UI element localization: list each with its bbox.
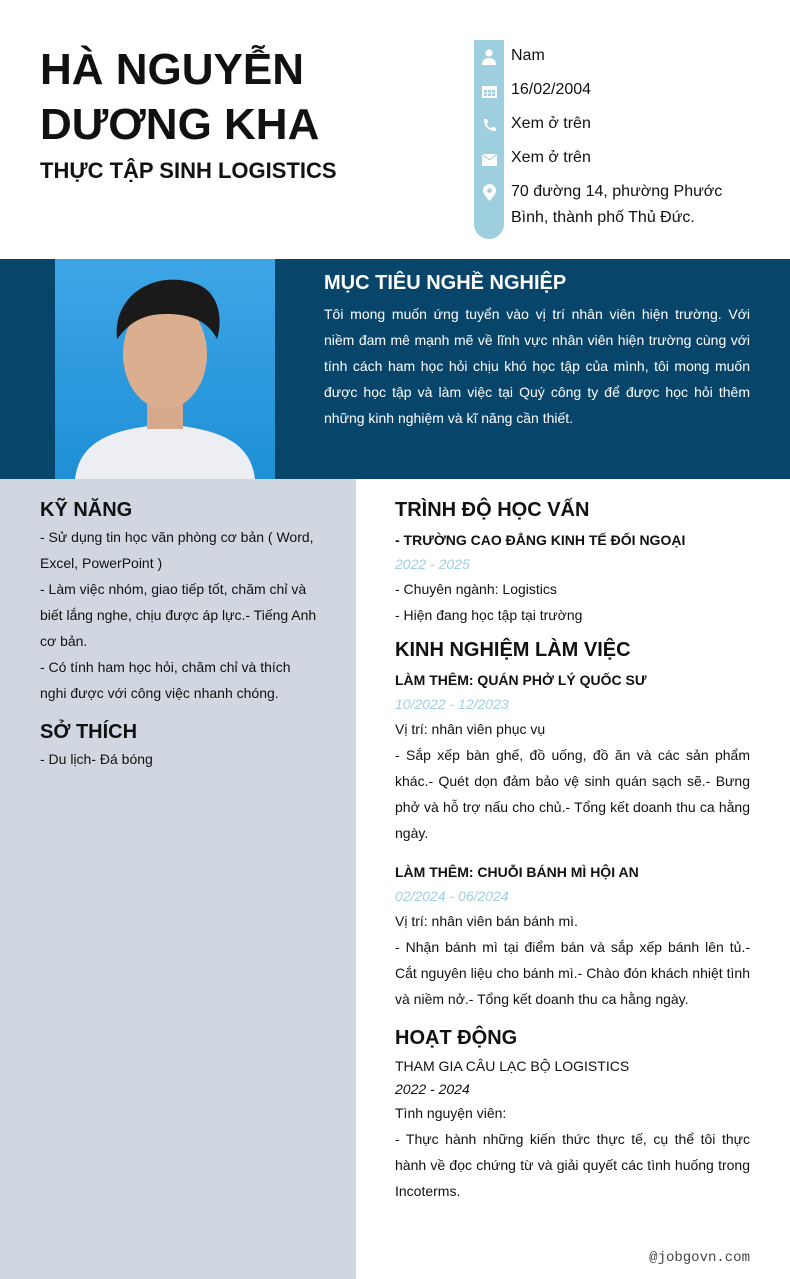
- gender: Nam: [511, 47, 545, 64]
- profile-photo: [55, 259, 275, 479]
- education-title: TRÌNH ĐỘ HỌC VẤN: [395, 499, 590, 521]
- calendar-icon: [481, 83, 497, 99]
- education-line: - Hiện đang học tập tại trường: [395, 607, 583, 623]
- phone: Xem ở trên: [511, 115, 591, 132]
- education-line: - Chuyên ngành: Logistics: [395, 581, 557, 597]
- job-description: - Nhận bánh mì tại điểm bán và sắp xếp bánh lên tủ.- Cắt nguyên liệu cho bánh mì.- Chào đón khách nhiệt tình và niềm nở.- Tổng kết doanh thu ca hằng ngày.: [395, 939, 750, 1007]
- candidate-name: HÀ NGUYỄN DƯƠNG KHA: [40, 45, 320, 149]
- location-icon: [481, 184, 497, 200]
- left-content: [40, 496, 320, 772]
- objective-title: MỤC TIÊU NGHỀ NGHIỆP: [324, 272, 567, 294]
- skill-item: - Làm việc nhóm, giao tiếp tốt, chăm chỉ và biết lắng nghe, chịu được áp lực.- Tiếng Anh cơ bản.: [40, 581, 317, 649]
- job-date: 02/2024 - 06/2024: [395, 888, 509, 904]
- mail-icon: [481, 152, 497, 168]
- hobbies-title: SỞ THÍCH: [40, 721, 138, 743]
- job-role: Vị trí: nhân viên phục vụ: [395, 721, 546, 737]
- job-description: - Sắp xếp bàn ghế, đồ uống, đồ ăn và các sản phẩm khác.- Quét dọn đảm bảo vệ sinh quán sạch sẽ.- Bưng phở và hỗ trợ nấu cho chủ.- Tổng kết doanh thu ca hằng ngày.: [395, 747, 750, 841]
- activity-date: 2022 - 2024: [395, 1081, 470, 1097]
- activities-title: HOẠT ĐỘNG: [395, 1027, 518, 1049]
- skill-item: - Có tính ham học hỏi, chăm chỉ và thích nghi được với công việc nhanh chóng.: [40, 659, 291, 701]
- skills-title: KỸ NĂNG: [40, 499, 133, 521]
- job-title: LÀM THÊM: QUÁN PHỞ LÝ QUỐC SƯ: [395, 672, 647, 688]
- right-content: [395, 496, 750, 1204]
- phone-icon: [481, 117, 497, 133]
- activity-org: THAM GIA CÂU LẠC BỘ LOGISTICS: [395, 1058, 630, 1074]
- skill-item: - Sử dụng tin học văn phòng cơ bản ( Word, Excel, PowerPoint ): [40, 529, 314, 571]
- job-date: 10/2022 - 12/2023: [395, 696, 509, 712]
- birthdate: 16/02/2004: [511, 81, 592, 98]
- contact-rail: [474, 40, 504, 239]
- experience-title: KINH NGHIỆM LÀM VIỆC: [395, 639, 631, 661]
- watermark: @jobgovn.com: [649, 1250, 750, 1266]
- hobbies-text: - Du lịch- Đá bóng: [40, 751, 153, 767]
- activity-description: - Thực hành những kiến thức thực tế, cụ thể tôi thực hành về đọc chứng từ và giải quyết các tình huống trong Incoterms.: [395, 1131, 750, 1199]
- user-icon: [481, 49, 497, 65]
- email: Xem ở trên: [511, 149, 591, 166]
- job-role: Vị trí: nhân viên bán bánh mì.: [395, 913, 578, 929]
- address: 70 đường 14, phường Phước Bình, thành phố Thủ Đức.: [511, 183, 723, 226]
- job-title: LÀM THÊM: CHUỖI BÁNH MÌ HỘI AN: [395, 864, 639, 880]
- objective-text: Tôi mong muốn ứng tuyển vào vị trí nhân viên hiện trường. Với niềm đam mê mạnh mẽ về lĩnh vực nhân viên hiện trường cùng với tính cách ham học hỏi chịu khó học tập của mình, tôi mong muốn được học tập và làm việc tại Quý công ty để được học hỏi thêm những kinh nghiệm và kĩ năng cần thiết.: [324, 306, 750, 426]
- activity-role: Tình nguyện viên:: [395, 1105, 507, 1121]
- education-date: 2022 - 2025: [395, 556, 470, 572]
- job-title: THỰC TẬP SINH LOGISTICS: [40, 158, 337, 183]
- school-name: - TRƯỜNG CAO ĐẲNG KINH TẾ ĐỐI NGOẠI: [395, 532, 686, 548]
